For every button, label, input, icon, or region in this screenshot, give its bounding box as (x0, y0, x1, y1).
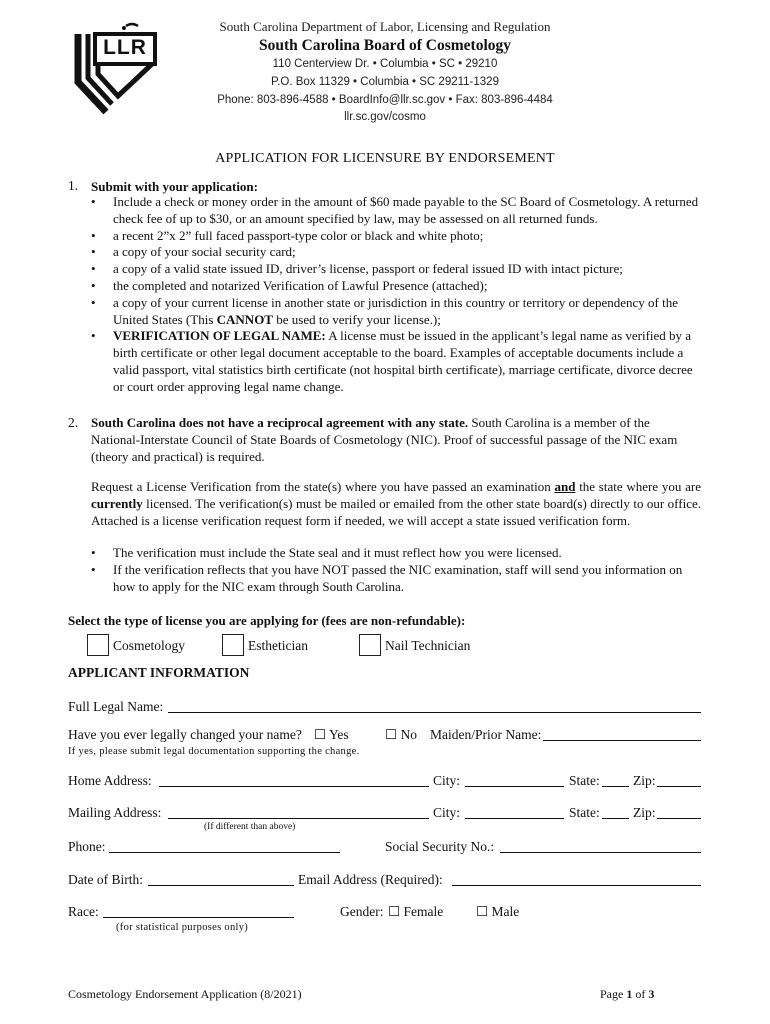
esthetician-label: Esthetician (248, 638, 308, 653)
llr-logo (72, 20, 162, 118)
section1-heading: Submit with your application: (91, 179, 258, 194)
home-city-field[interactable] (465, 786, 564, 787)
section2-paragraph2: Request a License Verification from the state(s) where you have passed an examination and the state where you are currently licensed. The verification(s) must be mailed or emailed from the other state board(s) directly to our office. Attached is a license verification request form if needed, we will accept a state issued verification form. (91, 479, 701, 528)
ssn-label: Social Security No.: (385, 839, 495, 854)
cosmetology-checkbox[interactable] (87, 634, 109, 656)
ssn-field[interactable] (500, 852, 701, 853)
phone-field[interactable] (109, 852, 340, 853)
list-item: • the completed and notarized Verification of Lawful Presence (attached); (91, 278, 703, 295)
applicant-heading: APPLICANT INFORMATION (68, 665, 250, 680)
cosmetology-label: Cosmetology (113, 638, 186, 653)
section2-paragraph1: South Carolina does not have a reciprocal agreement with any state. South Carolina is a member of the National-Interstate Council of State Boards of Cosmetology (NIC). Proof of successful passage of the NIC exam (theory and practical) is required. (91, 415, 678, 464)
home-state-label: State: (569, 773, 600, 788)
list-item: • Include a check or money order in the amount of $60 made payable to the SC Board of Cosmetology. A returned check fee of up to $30, or an amount specified by law, may be assessed on all returned funds. (91, 194, 703, 228)
mailing-address-field[interactable] (168, 818, 429, 819)
gender-female[interactable]: ☐ Female (388, 904, 444, 919)
mailing-state-field[interactable] (602, 818, 629, 819)
list-item: • The verification must include the State seal and it must reflect how you were licensed. (91, 545, 703, 562)
phone-label: Phone: (68, 839, 106, 854)
header-address: 110 Centerview Dr. • Columbia • SC • 29210 (272, 58, 498, 70)
home-state-field[interactable] (602, 786, 629, 787)
footer-page-number: Page 1 of 3 (600, 987, 655, 1001)
email-field[interactable] (452, 885, 701, 886)
list-item: • a recent 2”x 2” full faced passport-type color or black and white photo; (91, 228, 703, 245)
gender-label: Gender: (340, 904, 384, 919)
header-board-name: South Carolina Board of Cosmetology (258, 37, 512, 54)
gender-male[interactable]: ☐ Male (476, 904, 520, 919)
full-legal-name-field[interactable] (168, 712, 701, 713)
section2-number: 2. (68, 415, 79, 430)
list-item: • a copy of a valid state issued ID, driver’s license, passport or federal issued ID with intact picture; (91, 261, 703, 278)
home-address-label: Home Address: (68, 773, 152, 788)
section1-bullets (91, 194, 703, 396)
race-note: (for statistical purposes only) (116, 922, 249, 933)
list-item: • VERIFICATION OF LEGAL NAME: A license must be issued in the applicant’s legal name as verified by a birth certificate or other legal document acceptable to the board. Examples of acceptable documents include a valid passport, vital statistics birth certificate (not hospital birth certificate), marriage certificate, divorce decree or court order approving legal name change. (91, 328, 703, 395)
llr-logo-graphic (72, 20, 162, 118)
maiden-name-field[interactable] (543, 740, 701, 741)
name-change-note: If yes, please submit legal documentation supporting the change. (68, 746, 360, 757)
esthetician-checkbox[interactable] (222, 634, 244, 656)
nail-technician-label: Nail Technician (385, 638, 471, 653)
dob-label: Date of Birth: (68, 872, 143, 887)
nail-technician-checkbox[interactable] (359, 634, 381, 656)
dob-field[interactable] (148, 885, 294, 886)
mailing-city-field[interactable] (465, 818, 564, 819)
mailing-zip-field[interactable] (657, 818, 701, 819)
list-item: • a copy of your social security card; (91, 244, 703, 261)
home-city-label: City: (433, 773, 461, 788)
logo-text: LLR (103, 36, 147, 59)
mailing-address-label: Mailing Address: (68, 805, 162, 820)
section1-number: 1. (68, 178, 79, 193)
name-change-no[interactable]: ☐ No (385, 727, 417, 742)
home-zip-field[interactable] (657, 786, 701, 787)
list-item: • If the verification reflects that you have NOT passed the NIC examination, staff will send you information on how to apply for the NIC exam through South Carolina. (91, 562, 703, 596)
footer-form-name: Cosmetology Endorsement Application (8/2021) (68, 987, 302, 1001)
mailing-zip-label: Zip: (633, 805, 656, 820)
name-change-yes[interactable]: ☐ Yes (314, 727, 349, 742)
maiden-name-label: Maiden/Prior Name: (430, 727, 542, 742)
header-department: South Carolina Department of Labor, Licensing and Regulation (219, 19, 551, 34)
license-select-heading: Select the type of license you are applying for (fees are non-refundable): (68, 613, 466, 628)
mailing-different-note: (If different than above) (204, 822, 296, 832)
header-website: llr.sc.gov/cosmo (344, 111, 426, 123)
list-item: • a copy of your current license in another state or jurisdiction in this country or territory or dependency of the United States (This CANNOT be used to verify your license.); (91, 295, 703, 329)
header-contact: Phone: 803-896-4588 • BoardInfo@llr.sc.gov • Fax: 803-896-4484 (217, 94, 553, 106)
page-title: APPLICATION FOR LICENSURE BY ENDORSEMENT (215, 151, 555, 166)
section2-bullets (91, 545, 703, 595)
race-field[interactable] (103, 917, 294, 918)
home-address-field[interactable] (159, 786, 429, 787)
name-change-question: Have you ever legally changed your name? (68, 727, 302, 742)
full-legal-name-label: Full Legal Name: (68, 699, 164, 714)
header-pobox: P.O. Box 11329 • Columbia • SC 29211-1329 (271, 76, 499, 88)
email-label: Email Address (Required): (298, 872, 443, 887)
race-label: Race: (68, 904, 99, 919)
home-zip-label: Zip: (633, 773, 656, 788)
mailing-city-label: City: (433, 805, 461, 820)
mailing-state-label: State: (569, 805, 600, 820)
